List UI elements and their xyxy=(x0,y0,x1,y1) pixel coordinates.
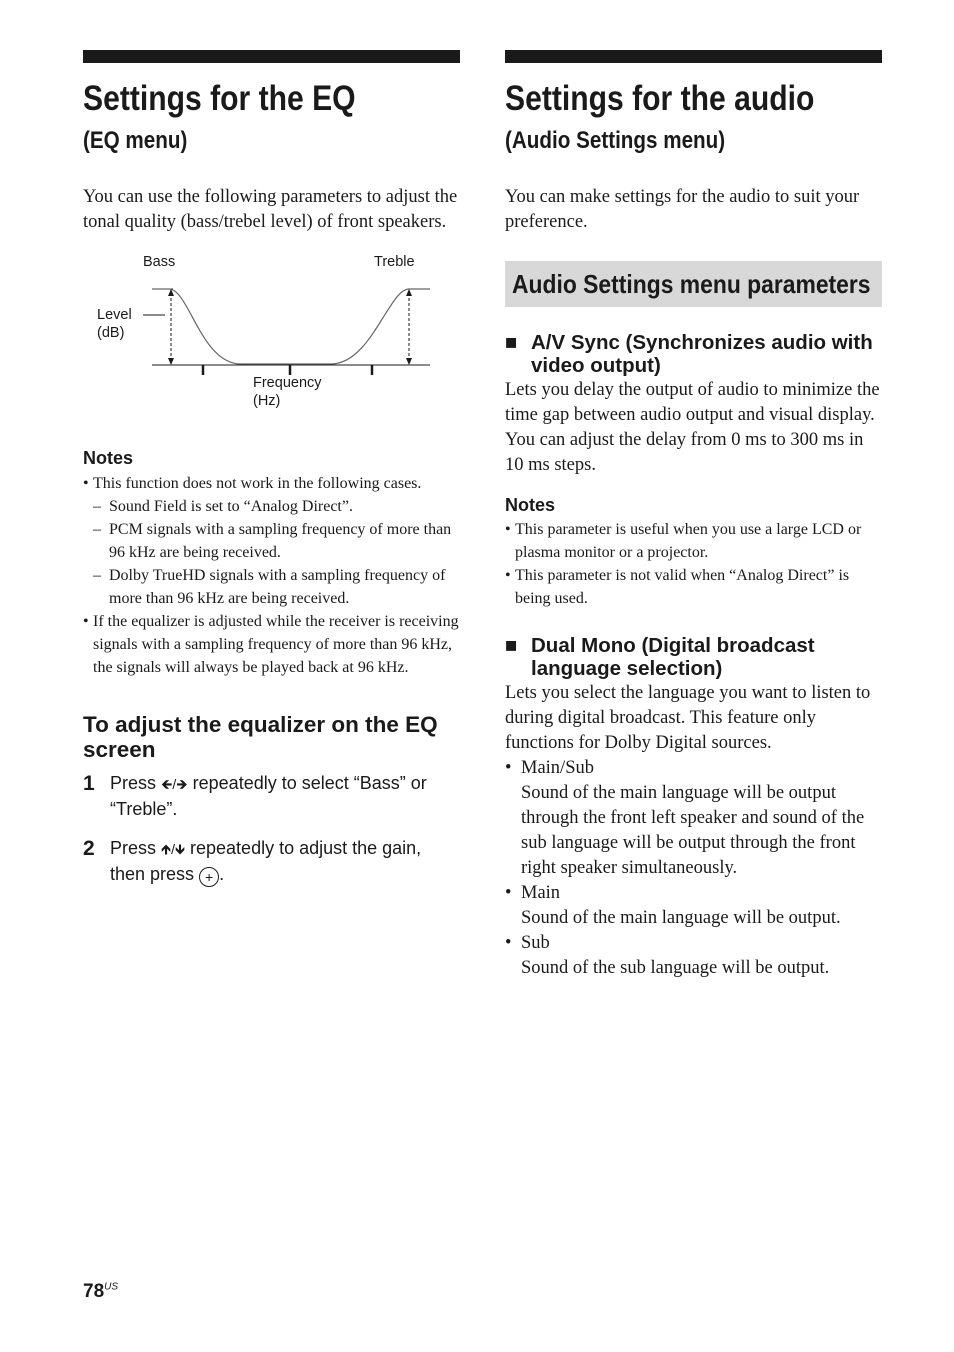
eq-diagram xyxy=(83,249,460,419)
option-main xyxy=(505,881,882,906)
av-sync-note-text: This parameter is not valid when “Analog Direct” is being used. xyxy=(515,567,850,607)
square-bullet-icon: ■ xyxy=(505,331,518,354)
audio-section xyxy=(505,50,882,981)
page-number-value: 78 xyxy=(83,1281,105,1302)
option-description: Sound of the main language will be output through the front left speaker and sound of the sub language will be output through the front right speaker simultaneously. xyxy=(521,783,865,878)
bullet-mark: • xyxy=(83,613,89,630)
step-number: 2 xyxy=(83,837,95,860)
treble-arrow-up-head xyxy=(406,289,412,296)
eq-note-subitem xyxy=(83,564,460,610)
square-bullet-icon: ■ xyxy=(505,634,518,657)
left-right-arrow-icon: 🡸/🡺 xyxy=(161,776,188,792)
step-2-text xyxy=(110,836,460,887)
audio-parameters-band xyxy=(505,261,882,307)
av-sync-notes xyxy=(505,518,882,610)
eq-subtitle: (EQ menu) xyxy=(83,127,188,154)
eq-note-subitem-text: Sound Field is set to “Analog Direct”. xyxy=(109,498,353,515)
eq-title: Settings for the EQ xyxy=(83,79,356,118)
eq-intro: You can use the following parameters to adjust the tonal quality (bass/trebel level) of front speakers. xyxy=(83,187,458,232)
frequency-unit-label: (Hz) xyxy=(253,393,281,409)
eq-note-subitem xyxy=(83,518,460,564)
treble-arrow-down-head xyxy=(406,358,412,365)
option-description: Sound of the main language will be output. xyxy=(521,908,841,928)
bullet-mark: • xyxy=(505,933,512,953)
step-1-post: repeatedly to select “Bass” or “Treble”. xyxy=(110,773,427,819)
bass-arrow-down-head xyxy=(168,358,174,365)
up-down-arrow-icon: 🡹/🡻 xyxy=(161,841,186,857)
av-sync-notes-heading: Notes xyxy=(505,495,556,515)
av-sync-note xyxy=(505,564,882,610)
av-sync-heading-text: A/V Sync (Synchronizes audio with video output) xyxy=(531,331,873,377)
bullet-mark: • xyxy=(505,567,511,584)
audio-parameters-heading: Audio Settings menu parameters xyxy=(512,269,871,299)
adjust-eq-heading: To adjust the equalizer on the EQ screen xyxy=(83,712,438,762)
dual-mono-body: Lets you select the language you want to listen to during digital broadcast. This feature only functions for Dolby Digital sources. xyxy=(505,683,871,753)
option-name: Sub xyxy=(521,933,550,953)
option-name: Main/Sub xyxy=(521,758,594,778)
av-sync-note-text: This parameter is useful when you use a large LCD or plasma monitor or a projector. xyxy=(515,521,862,561)
bass-label: Bass xyxy=(143,254,176,270)
page-region: US xyxy=(104,1281,119,1293)
eq-notes-heading: Notes xyxy=(83,448,134,468)
step-2 xyxy=(83,836,460,887)
eq-note-2 xyxy=(83,610,460,679)
treble-label: Treble xyxy=(374,254,415,270)
bullet-mark: • xyxy=(83,475,89,492)
dash-mark: – xyxy=(93,567,101,584)
step-2-end: . xyxy=(219,864,225,884)
option-main-sub xyxy=(505,756,882,781)
audio-title-rule xyxy=(505,50,882,63)
audio-subtitle: (Audio Settings menu) xyxy=(505,127,726,154)
step-2-pre: Press xyxy=(110,838,162,858)
av-sync-body: Lets you delay the output of audio to minimize the time gap between audio output and visual display. You can adjust the delay from 0 ms to 300 ms in 10 ms steps. xyxy=(505,380,880,475)
av-sync-note xyxy=(505,518,882,564)
dash-mark: – xyxy=(93,498,101,515)
dual-mono-heading xyxy=(505,634,882,680)
eq-note-subitem-text: Dolby TrueHD signals with a sampling frequency of more than 96 kHz are being received. xyxy=(109,567,446,607)
av-sync-heading xyxy=(505,331,882,377)
eq-notes xyxy=(83,472,460,679)
page-number xyxy=(83,1281,118,1303)
option-name: Main xyxy=(521,883,561,903)
step-1-text xyxy=(110,771,460,822)
dash-mark: – xyxy=(93,521,101,538)
audio-title: Settings for the audio xyxy=(505,79,815,118)
step-1 xyxy=(83,771,460,822)
step-2-post: repeatedly to adjust the gain, then press xyxy=(110,838,422,884)
bullet-mark: • xyxy=(505,521,511,538)
eq-note-1-text: This function does not work in the following cases. xyxy=(93,475,422,492)
audio-intro: You can make settings for the audio to suit your preference. xyxy=(505,187,860,232)
dual-mono-options xyxy=(505,756,882,981)
frequency-label: Frequency xyxy=(253,375,322,391)
eq-section xyxy=(83,50,460,887)
level-label: Level xyxy=(97,307,132,323)
bullet-mark: • xyxy=(505,883,512,903)
option-sub xyxy=(505,931,882,956)
enter-button-icon: + xyxy=(199,867,219,887)
step-number: 1 xyxy=(83,772,95,795)
eq-note-2-text: If the equalizer is adjusted while the receiver is receiving signals with a sampling frequency of more than 96 kHz, the signals will always be played back at 96 kHz. xyxy=(93,613,459,676)
eq-note-1 xyxy=(83,472,460,495)
eq-note-subitem xyxy=(83,495,460,518)
level-unit-label: (dB) xyxy=(97,325,125,341)
dual-mono-heading-text: Dual Mono (Digital broadcast language selection) xyxy=(531,634,815,680)
bullet-mark: • xyxy=(505,758,512,778)
eq-title-rule xyxy=(83,50,460,63)
option-description: Sound of the sub language will be output. xyxy=(521,958,830,978)
eq-note-subitem-text: PCM signals with a sampling frequency of more than 96 kHz are being received. xyxy=(109,521,452,561)
step-1-pre: Press xyxy=(110,773,162,793)
eq-curve xyxy=(152,289,430,364)
